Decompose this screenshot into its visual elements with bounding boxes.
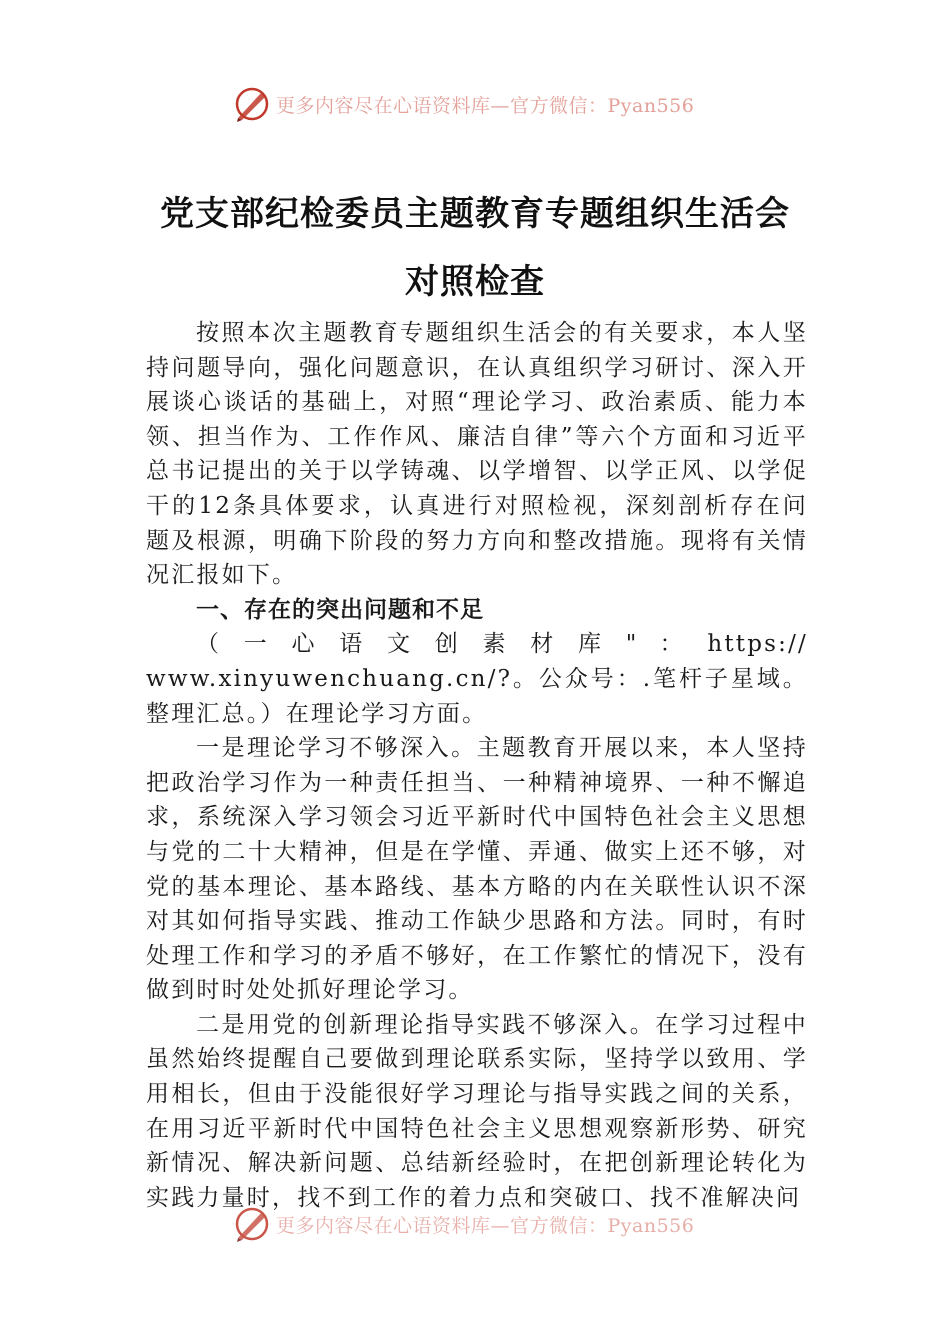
document-title-line1: 党支部纪检委员主题教育专题组织生活会 bbox=[160, 194, 790, 234]
section-heading: 一、存在的突出问题和不足 bbox=[196, 596, 484, 623]
paragraph-1: 一是理论学习不够深入。主题教育开展以来，本人坚持把政治学习作为一种责任担当、一种精神境界、一种不懈追求，系统深入学习领会习近平新时代中国特色社会主义思想与党的二十大精神，但是在学懂、弄通、做实上还不够，对党的基本理论、基本路线、基本方略的内在关联性认识不深对其如何指导实践、推动工作缺少思路和方法。同时，有时处理工作和学习的矛盾不够好，在工作繁忙的情况下，没有做到时时处处抓好理论学习。 bbox=[146, 735, 808, 1004]
pen-logo-icon bbox=[232, 84, 272, 124]
source-note-line2: www.xinyuwenchuang.cn/?。公众号：.笔杆子星域。整理汇总。）在理论学习方面。 bbox=[146, 665, 808, 727]
document-body bbox=[146, 316, 808, 1215]
paragraph-2: 二是用党的创新理论指导实践不够深入。在学习过程中虽然始终提醒自己要做到理论联系实际，坚持学以致用、学用相长，但由于没能很好学习理论与指导实践之间的关系，在用习近平新时代中国特色社会主义思想观察新形势、研究新情况、解决新问题、总结新经验时，在把创新理论转化为实践力量时，找不到工作的着力点和突破口、找不准解决问 bbox=[146, 1011, 808, 1211]
document-title-line2: 对照检查 bbox=[405, 262, 545, 302]
intro-paragraph: 按照本次主题教育专题组织生活会的有关要求，本人坚持问题导向，强化问题意识，在认真组织学习研讨、深入开展谈心谈话的基础上，对照“理论学习、政治素质、能力本领、担当作为、工作作风、廉洁自律”等六个方面和习近平总书记提出的关于以学铸魂、以学增智、以学正风、以学促干的12条具体要求，认真进行对照检视，深刻剖析存在问题及根源，明确下阶段的努力方向和整改措施。现将有关情况汇报如下。 bbox=[146, 320, 808, 589]
watermark-text: 更多内容尽在心语资料库—官方微信：Pyan556 bbox=[276, 94, 695, 117]
source-note-line1: （ 一 心 语 文 创 素 材 库 " ： https:// bbox=[196, 631, 808, 658]
watermark-header bbox=[232, 84, 694, 124]
watermark-text: 更多内容尽在心语资料库—官方微信：Pyan556 bbox=[276, 1214, 695, 1237]
watermark-footer bbox=[232, 1204, 694, 1244]
pen-logo-icon bbox=[232, 1204, 272, 1244]
